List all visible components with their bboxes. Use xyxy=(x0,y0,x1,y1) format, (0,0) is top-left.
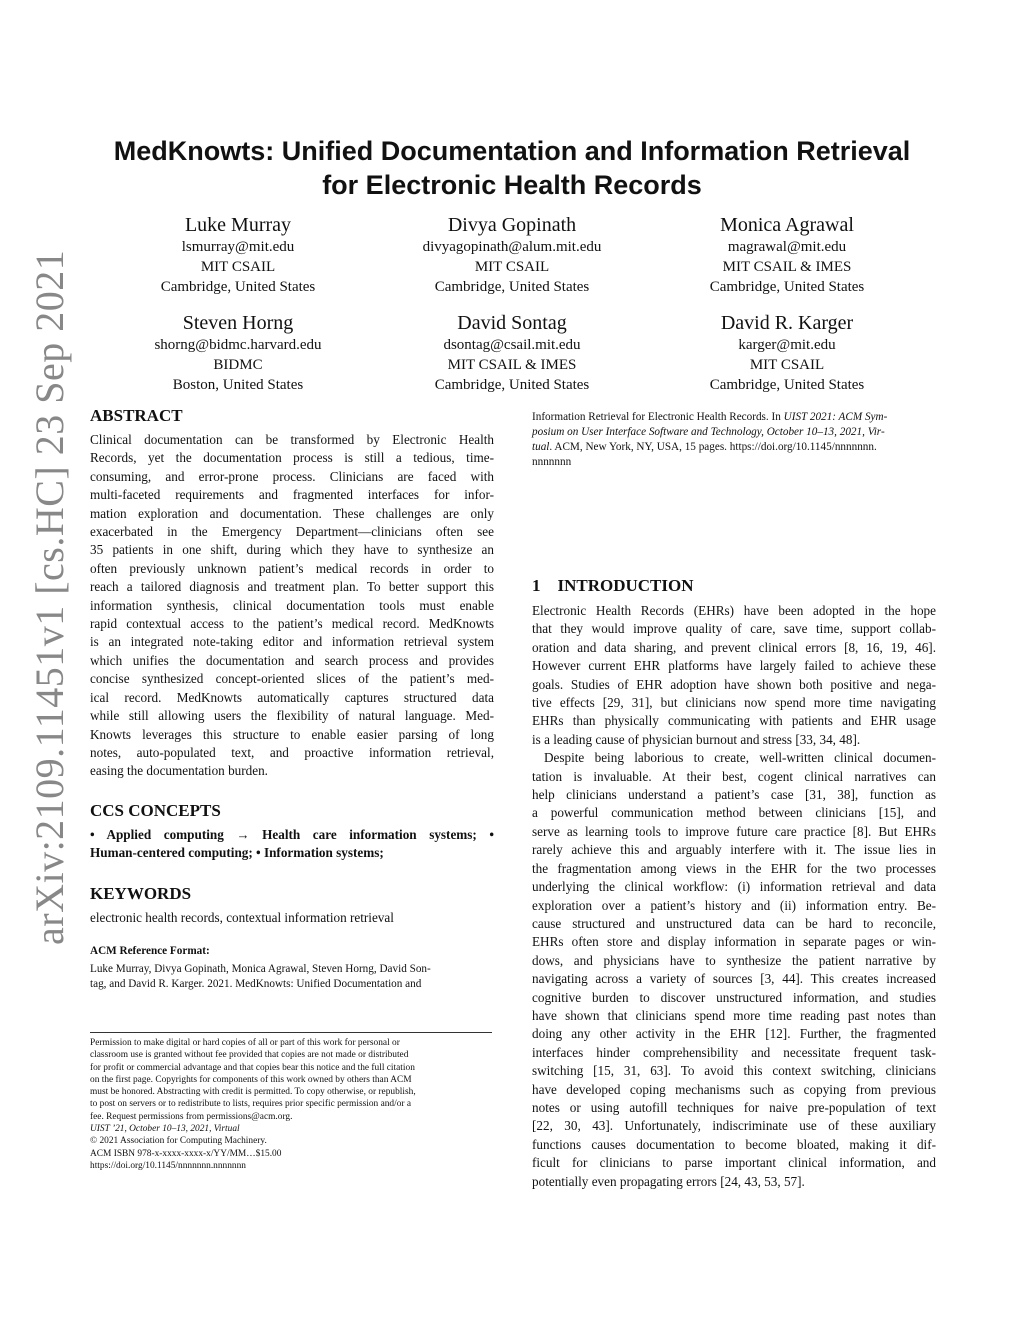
author-block xyxy=(382,311,642,395)
reference-venue-italic: UIST 2021: ACM Sym- xyxy=(783,411,888,423)
introduction-line: is a leading cause of physician burnout and stress [33, 34, 48]. xyxy=(532,731,861,747)
introduction-line: Electronic Health Records (EHRs) have been adopted in the hope xyxy=(532,603,936,618)
introduction-line: oration and data sharing, and prevent clinical errors [8, 16, 19, 46]. xyxy=(532,639,936,655)
footnote-line: for profit or commercial advantage and that copies bear this notice and the full citation xyxy=(90,1062,415,1073)
introduction-line: notes or using autofill techniques for naive pre-population of text xyxy=(532,1099,936,1115)
author-block xyxy=(382,213,642,297)
introduction-line: tation is invaluable. At their best, cogent clinical narratives can xyxy=(532,768,936,784)
footnote-doi: https://doi.org/10.1145/nnnnnnn.nnnnnnn xyxy=(90,1160,246,1171)
footnote-venue: UIST ’21, October 10–13, 2021, Virtual xyxy=(90,1124,240,1135)
abstract-line: concise synthesized concept-oriented slices of the patient’s med- xyxy=(90,671,494,687)
author-location: Cambridge, United States xyxy=(709,377,865,393)
introduction-line: tive effects [29, 31], but clinicians now spend more time navigating xyxy=(532,695,936,711)
paper-title xyxy=(80,134,944,202)
abstract-body xyxy=(90,431,494,781)
abstract-line: reach a tailored diagnosis and treatment plan. To better support this xyxy=(90,579,494,595)
abstract-heading: ABSTRACT xyxy=(90,406,183,425)
author-name: David Sontag xyxy=(457,312,567,334)
introduction-line: ficult for clinicians to parse important clinical information, and xyxy=(532,1155,936,1171)
introduction-paragraph-2 xyxy=(532,749,936,1191)
abstract-line: Knowts leverages this structure to enable easier parsing of long xyxy=(90,726,494,742)
footnote-line: Permission to make digital or hard copies of all or part of this work for personal or xyxy=(90,1038,400,1048)
acm-reference-line: posium on User Interface Software and Technology, October 10–13, 2021, Vir- xyxy=(532,426,885,438)
permission-footnote xyxy=(90,1037,494,1172)
introduction-line: EHRs often store and display information in separate pages or win- xyxy=(532,934,936,950)
introduction-line: help clinicians understand a patient’s case [31, 38], function as xyxy=(532,787,936,803)
author-location: Cambridge, United States xyxy=(434,377,590,393)
introduction-line: interfaces hinder comprehensibility and necessitate frequent task- xyxy=(532,1044,936,1060)
author-name: Luke Murray xyxy=(184,214,292,236)
introduction-line: EHRs than physically communicating with patients and EHR usage xyxy=(532,713,936,729)
introduction-line: goals. Studies of EHR adoption have shown both positive and nega- xyxy=(532,676,936,692)
keywords-text: electronic health records, contextual information retrieval xyxy=(90,910,394,925)
author-affiliation: BIDMC xyxy=(213,357,263,373)
acm-reference-section xyxy=(90,944,494,992)
introduction-line: serve as learning tools to improve future care practice [8]. But EHRs xyxy=(532,823,936,839)
acm-reference-continuation xyxy=(532,410,936,470)
introduction-line: have developed coping mechanisms such as copying from previous xyxy=(532,1081,936,1097)
author-email: shorng@bidmc.harvard.edu xyxy=(154,337,322,353)
ccs-heading: CCS CONCEPTS xyxy=(90,801,221,820)
reference-text: Information Retrieval for Electronic Health Records. In xyxy=(532,411,784,423)
author-email: divyagopinath@alum.mit.edu xyxy=(422,239,602,255)
reference-text: . ACM, New York, NY, USA, 15 pages. https://doi.org/10.1145/nnnnnnn. xyxy=(549,441,877,453)
author-location: Cambridge, United States xyxy=(434,279,590,295)
acm-reference-line xyxy=(532,440,936,455)
author-affiliation: MIT CSAIL xyxy=(200,259,276,275)
introduction-line: functions causes documentation to become bloated, making it dif- xyxy=(532,1136,936,1152)
footnote-line: fee. Request permissions from permissions@acm.org. xyxy=(90,1111,293,1122)
ccs-section xyxy=(90,801,494,863)
acm-reference-line: nnnnnnn xyxy=(532,456,572,468)
acm-reference-line xyxy=(532,410,936,425)
acm-reference-heading: ACM Reference Format: xyxy=(90,945,210,957)
introduction-line: exploration over a patient’s history and (ii) information entry. Be- xyxy=(532,897,936,913)
footnote-line: must be honored. Abstracting with credit is permitted. To copy otherwise, or republish, xyxy=(90,1087,416,1098)
ccs-line: Human-centered computing; • Information systems; xyxy=(90,845,384,861)
introduction-line: However current EHR platforms have largely failed to achieve these xyxy=(532,658,936,674)
footnote-line: on the first page. Copyrights for components of this work owned by others than ACM xyxy=(90,1074,412,1085)
author-location: Cambridge, United States xyxy=(160,279,316,295)
author-affiliation: MIT CSAIL xyxy=(474,259,550,275)
abstract-line: exacerbated in the Emergency Department—clinicians often see xyxy=(90,524,494,540)
abstract-line: multi-faceted requirements and fragmented interfaces for infor- xyxy=(90,487,494,503)
keywords-section xyxy=(90,884,494,927)
author-location: Boston, United States xyxy=(172,377,304,393)
keywords-heading: KEYWORDS xyxy=(90,884,192,903)
abstract-line: rapid contextual access to the patient’s medical record. MedKnowts xyxy=(90,616,494,632)
introduction-line: the fragmentation among views in the EHR for the two processes xyxy=(532,860,936,876)
abstract-line: often previously unknown patient’s medical records in order to xyxy=(90,560,494,576)
author-email: dsontag@csail.mit.edu xyxy=(443,337,581,353)
introduction-line: switching [15, 31, 63]. To avoid this context switching, clinicians xyxy=(532,1063,936,1079)
introduction-heading: 1 INTRODUCTION xyxy=(532,576,694,595)
introduction-line: dows, and physicians have to synthesize the patient narrative by xyxy=(532,952,936,968)
author-name: Steven Horng xyxy=(182,312,294,334)
introduction-line: navigating across a variety of sources [3, 44]. This creates increased xyxy=(532,971,936,987)
introduction-line: cognitive burden to discover unstructured information, and studies xyxy=(532,989,936,1005)
footnote-line: to post on servers or to redistribute to lists, requires prior specific permission and/or a xyxy=(90,1099,412,1110)
abstract-line: which unifies the documentation and search process and provides xyxy=(90,652,494,668)
author-affiliation: MIT CSAIL xyxy=(749,357,825,373)
author-affiliation: MIT CSAIL & IMES xyxy=(722,259,852,275)
introduction-line: rarely achieve this and arguably interfere with it. The issue lies in xyxy=(532,842,936,858)
author-name: Divya Gopinath xyxy=(447,214,577,236)
introduction-line: that they would improve quality of care, save time, support collab- xyxy=(532,621,936,637)
author-block xyxy=(657,213,917,297)
author-affiliation: MIT CSAIL & IMES xyxy=(447,357,577,373)
introduction-line: potentially even propagating errors [24, 43, 53, 57]. xyxy=(532,1173,805,1189)
acm-reference-line: Luke Murray, Divya Gopinath, Monica Agrawal, Steven Horng, David Son- xyxy=(90,963,431,975)
footnote-isbn: ACM ISBN 978-x-xxxx-xxxx-x/YY/MM…$15.00 xyxy=(90,1148,282,1159)
ccs-line: • Applied computing → Health care information systems; • xyxy=(90,827,494,842)
reference-venue-italic: tual xyxy=(532,441,550,453)
abstract-line: easing the documentation burden. xyxy=(90,763,268,779)
introduction-line: [22, 30, 43]. Unfortunately, indiscriminate use of these auxiliary xyxy=(532,1118,936,1134)
introduction-line: doing any other activity in the EHR [12]. Further, the fragmented xyxy=(532,1026,936,1042)
abstract-line: information synthesis, clinical documentation tools must enable xyxy=(90,597,494,613)
footnote-rule xyxy=(90,1032,492,1033)
footnote-copyright: © 2021 Association for Computing Machinery. xyxy=(90,1136,267,1147)
abstract-line: ical record. MedKnowts automatically captures structured data xyxy=(90,689,494,705)
abstract-line: Records, yet the documentation process is still a tedious, time- xyxy=(90,450,494,466)
title-line-2: for Electronic Health Records xyxy=(322,170,702,200)
introduction-line: Despite being laborious to create, well-written clinical documen- xyxy=(544,750,936,766)
introduction-line: a powerful communication method between clinicians [15], and xyxy=(532,805,936,821)
introduction-paragraph-1 xyxy=(532,602,936,749)
author-block xyxy=(108,213,368,297)
abstract-line: Clinical documentation can be transformed by Electronic Health xyxy=(90,432,494,447)
abstract-line: notes, auto-populated text, and proactive information retrieval, xyxy=(90,744,494,760)
author-name: David R. Karger xyxy=(720,312,854,334)
author-email: lsmurray@mit.edu xyxy=(181,239,295,255)
abstract-line: consuming, and error-prone process. Clinicians are faced with xyxy=(90,468,494,484)
arxiv-identifier: arXiv:2109.11451v1 [cs.HC] 23 Sep 2021 xyxy=(27,249,72,945)
introduction-line: cause structured and unstructured data can be hard to reconcile, xyxy=(532,915,936,931)
introduction-line: have shown that clinicians spend more time reading past notes than xyxy=(532,1007,936,1023)
abstract-line: mation exploration and documentation. These challenges are only xyxy=(90,505,494,521)
introduction-section xyxy=(532,576,936,1191)
acm-reference-line: tag, and David R. Karger. 2021. MedKnowts: Unified Documentation and xyxy=(90,978,422,990)
ccs-body xyxy=(90,826,494,863)
abstract-line: while still allowing users the flexibility of natural language. Med- xyxy=(90,708,494,724)
author-location: Cambridge, United States xyxy=(709,279,865,295)
abstract-line: is an integrated note-taking editor and information retrieval system xyxy=(90,634,494,650)
footnote-lines xyxy=(90,1037,494,1123)
author-name: Monica Agrawal xyxy=(720,214,854,236)
abstract-section xyxy=(90,406,494,781)
title-line-1: MedKnowts: Unified Documentation and Information Retrieval xyxy=(113,136,911,166)
abstract-line: 35 patients in one shift, during which they have to synthesize an xyxy=(90,542,494,558)
author-email: magrawal@mit.edu xyxy=(727,239,847,255)
footnote-line: classroom use is granted without fee provided that copies are not made or distributed xyxy=(90,1050,409,1061)
author-email: karger@mit.edu xyxy=(738,337,836,353)
introduction-line: underlying the clinical workflow: (i) information retrieval and data xyxy=(532,879,936,895)
author-block xyxy=(108,311,368,395)
author-block xyxy=(657,311,917,395)
